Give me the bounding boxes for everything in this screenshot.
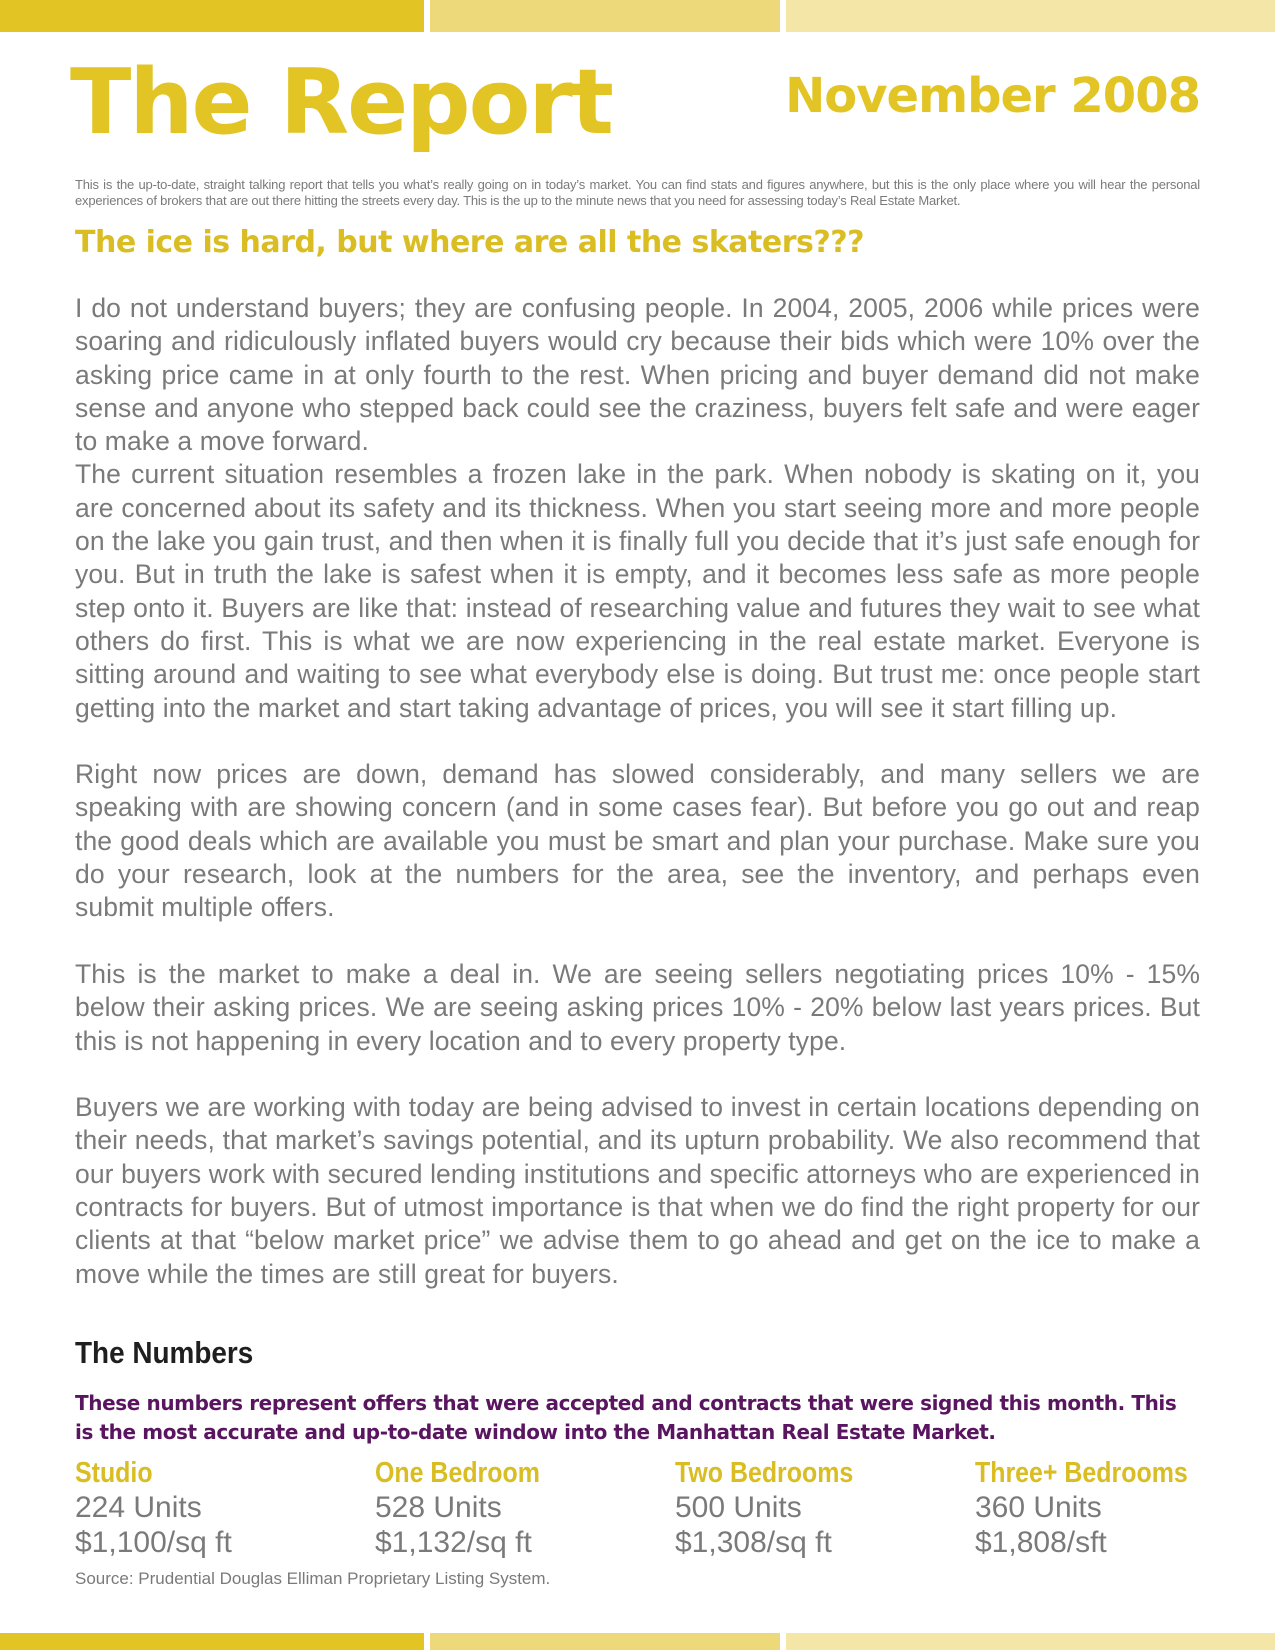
numbers-column-two-bedrooms <box>675 1456 965 1560</box>
numbers-column-studio <box>75 1456 365 1560</box>
article-paragraph: The current situation resembles a frozen lake in the park. When nobody is skating on it, you are concerned about its safety and its thickness. When you start seeing more and more people on the lake you gain trust, and then when it is finally full you decide that it’s just safe enough for you. But in truth the lake is safest when it is empty, and it becomes less safe as more people step onto it. Buyers are like that: instead of researching value and futures they wait to see what others do first. This is what we are now experiencing in the real estate market. Everyone is sitting around and waiting to see what everybody else is doing. But trust me: once people start getting into the market and start taking advantage of prices, you will see it start filling up. <box>75 459 1200 723</box>
numbers-column-one-bedroom <box>375 1456 665 1560</box>
bottom-bar-segment-1 <box>0 1633 424 1650</box>
numbers-heading: The Numbers <box>75 1335 254 1370</box>
report-title: The Report <box>70 50 612 155</box>
top-bar-segment-2 <box>430 0 780 32</box>
column-name: One Bedroom <box>375 1457 540 1489</box>
intro-text: This is the up-to-date, straight talking report that tells you what’s really going on in today’s market. You can find stats and figures anywhere, but this is the only place where you will hear the personal experiences of brokers that are out there hitting the streets every day. This is the up to the minute news that you need for assessing today’s Real Estate Market. <box>75 177 1200 208</box>
numbers-column-three-plus-bedrooms <box>975 1456 1265 1560</box>
article-paragraph: Buyers we are working with today are being advised to invest in certain locations depending on their needs, that market’s savings potential, and its upturn probability. We also recommend that our buyers work with secured lending institutions and specific attorneys who are experienced in contracts for buyers. But of utmost importance is that when we do find the right property for our clients at that “below market price” we advise them to go ahead and get on the ice to make a move while the times are still great for buyers. <box>75 1092 1200 1289</box>
column-name: Three+ Bedrooms <box>975 1457 1188 1489</box>
numbers-subtitle: These numbers represent offers that were accepted and contracts that were signed this month. This is the most accurate and up-to-date window into the Manhattan Real Estate Market. <box>75 1391 1177 1444</box>
article-paragraph: I do not understand buyers; they are confusing people. In 2004, 2005, 2006 while prices were soaring and ridiculously inflated buyers would cry because their bids which were 10% over the asking price came in at only fourth to the rest. When pricing and buyer demand did not make sense and anyone who stepped back could see the craziness, buyers felt safe and were eager to make a move forward. <box>75 293 1200 457</box>
article-headline: The ice is hard, but where are all the skaters??? <box>75 225 865 260</box>
bottom-bar-segment-2 <box>430 1633 780 1650</box>
top-bar-segment-1 <box>0 0 424 32</box>
column-units: 528 Units <box>375 1491 502 1524</box>
numbers-columns <box>75 1456 1200 1566</box>
article-paragraph: Right now prices are down, demand has slowed considerably, and many sellers we are speaking with are showing concern (and in some cases fear). But before you go out and reap the good deals which are available you must be smart and plan your purchase. Make sure you do your research, look at the numbers for the area, see the inventory, and perhaps even submit multiple offers. <box>75 759 1200 923</box>
column-price: $1,132/sq ft <box>375 1526 532 1559</box>
article-body <box>75 292 1200 1291</box>
column-name: Two Bedrooms <box>675 1457 854 1489</box>
report-date: November 2008 <box>785 68 1200 124</box>
column-name: Studio <box>75 1457 153 1489</box>
column-price: $1,808/sft <box>975 1526 1107 1559</box>
column-price: $1,308/sq ft <box>675 1526 832 1559</box>
bottom-bar-segment-3 <box>786 1633 1275 1650</box>
column-units: 224 Units <box>75 1491 202 1524</box>
column-units: 360 Units <box>975 1491 1102 1524</box>
top-bar-segment-3 <box>786 0 1275 32</box>
column-units: 500 Units <box>675 1491 802 1524</box>
source-note: Source: Prudential Douglas Elliman Proprietary Listing System. <box>75 1569 551 1588</box>
column-price: $1,100/sq ft <box>75 1526 232 1559</box>
article-paragraph: This is the market to make a deal in. We are seeing sellers negotiating prices 10% - 15% below their asking prices. We are seeing asking prices 10% - 20% below last years prices. But this is not happening in every location and to every property type. <box>75 958 1200 1056</box>
